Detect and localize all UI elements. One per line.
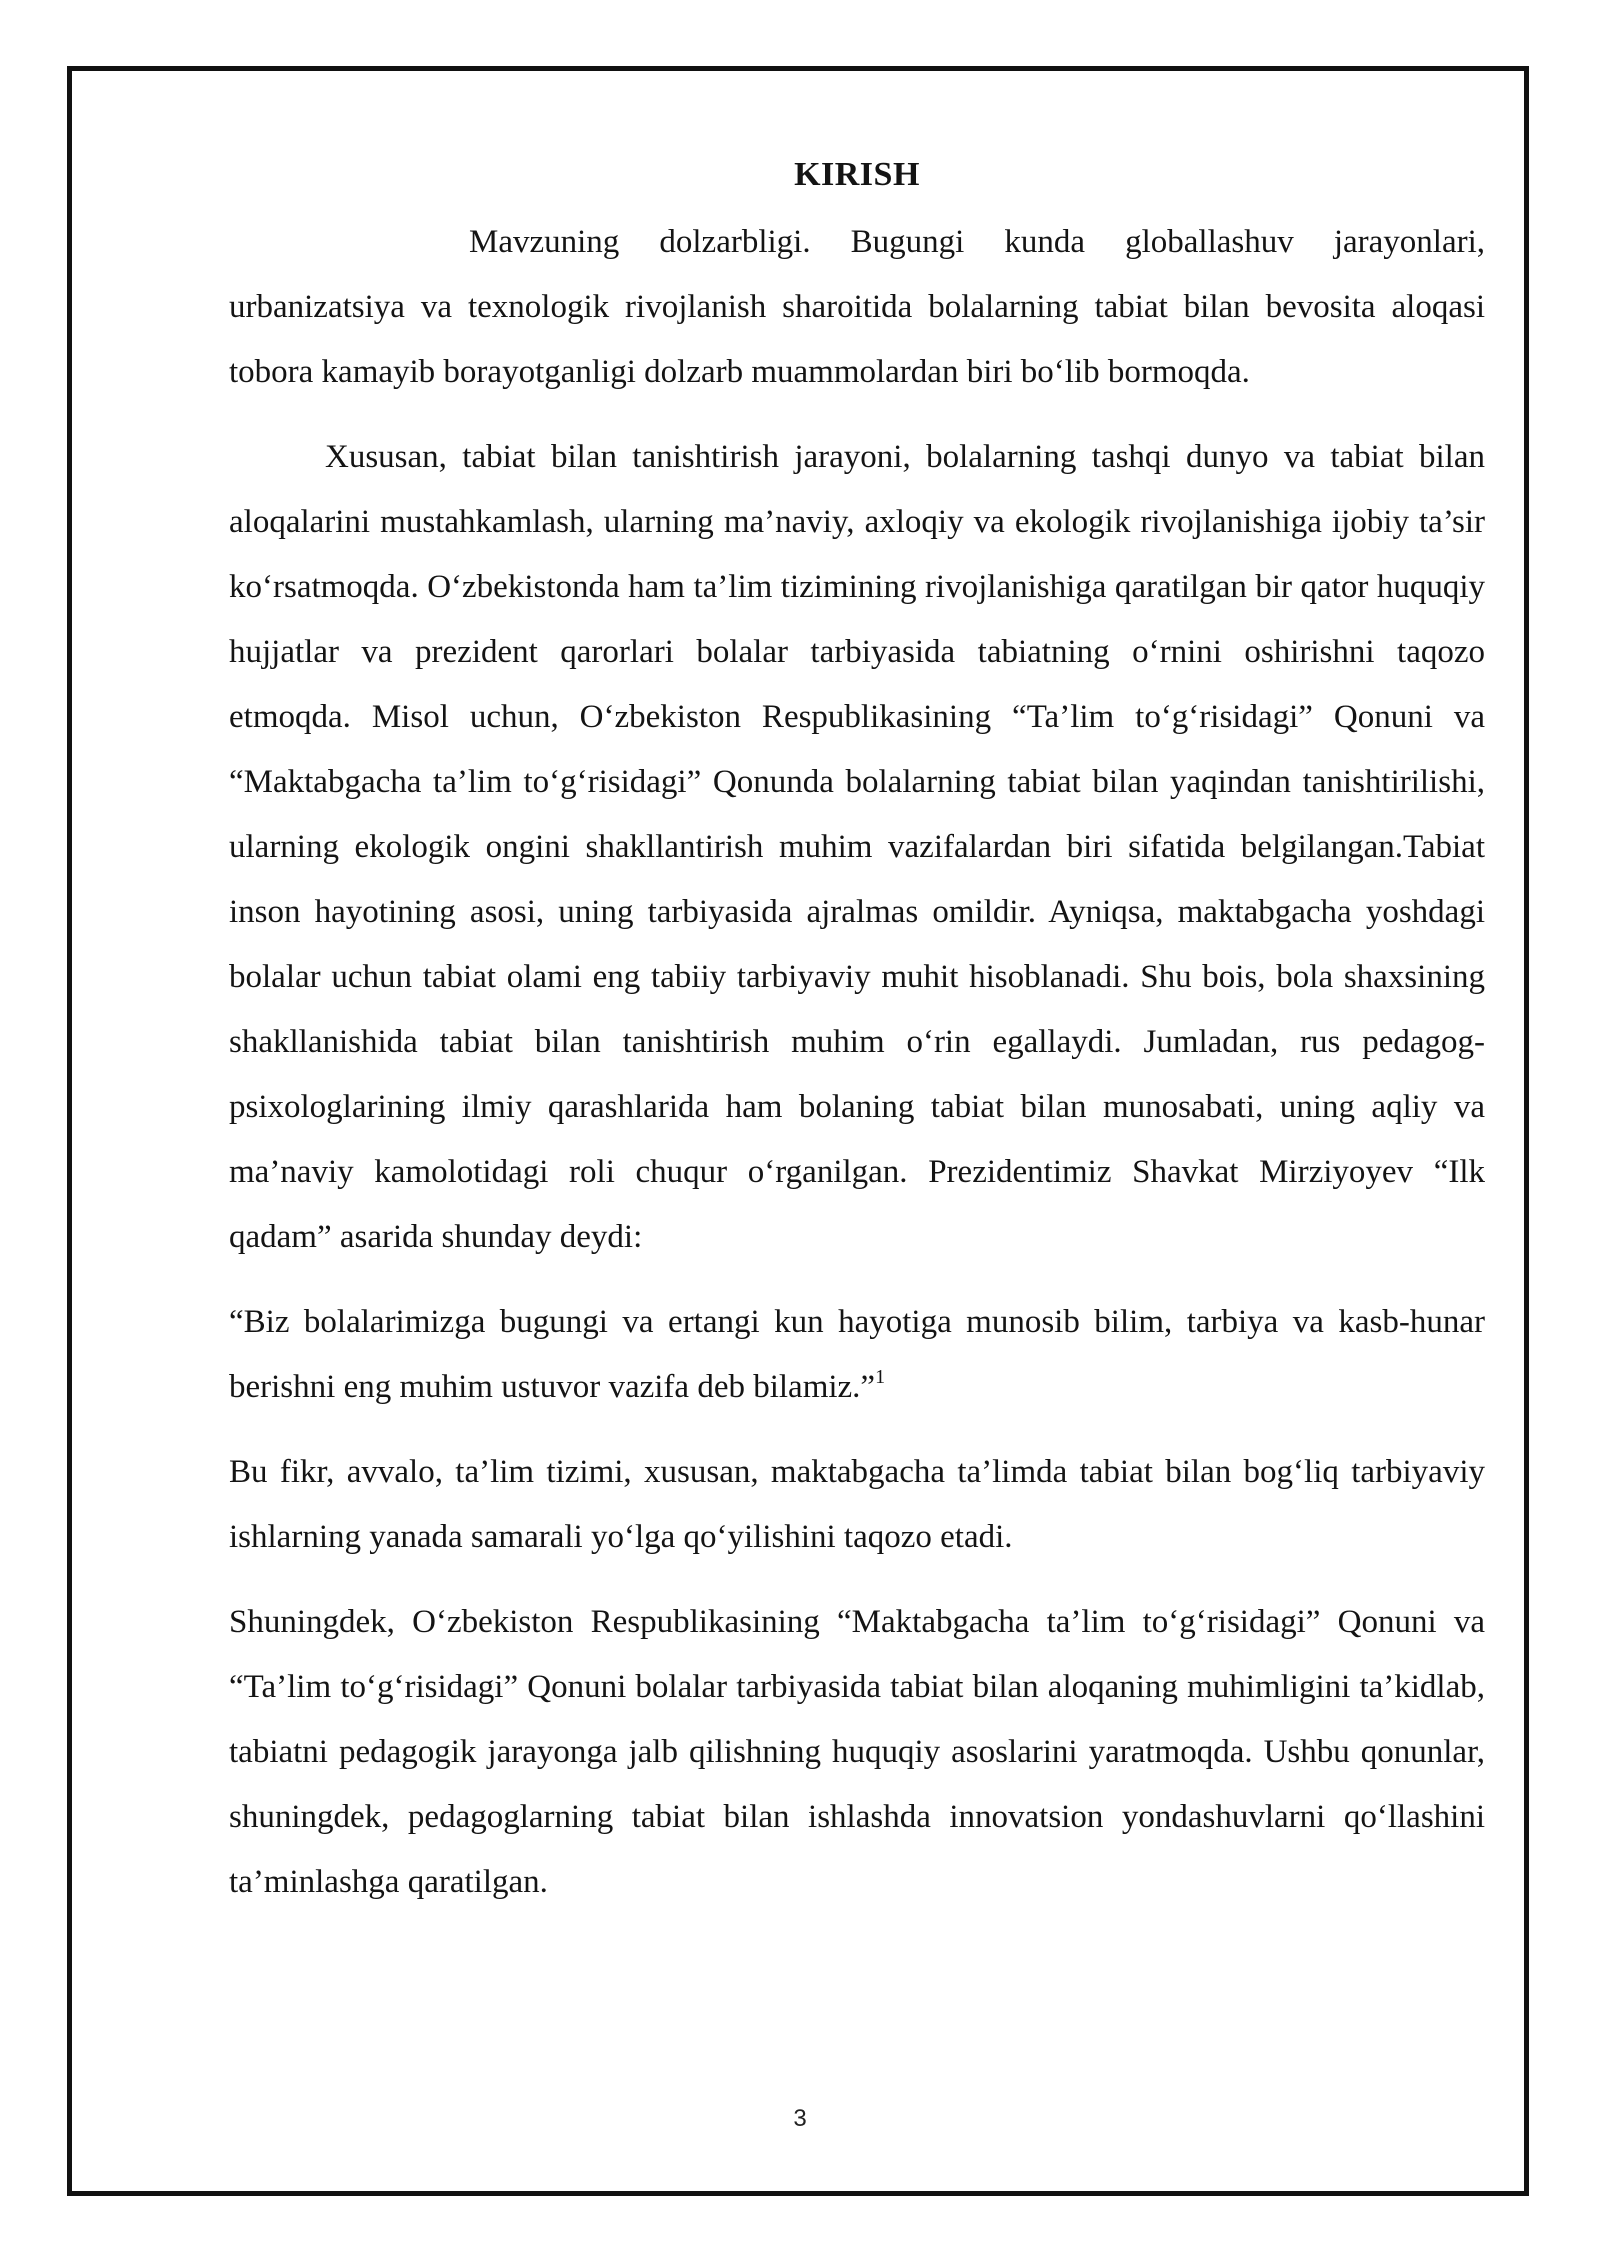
quote-text: “Biz bolalarimizga bugungi va ertangi kun hayotiga munosib bilim, tarbiya va kasb-hunar berishni eng muhim ustuvor vazifa deb bilamiz.” <box>229 1304 1485 1405</box>
paragraph-laws: Shuningdek, O‘zbekiston Respublikasining “Maktabgacha ta’lim to‘g‘risidagi” Qonuni va “Ta’lim to‘g‘risidagi” Qonuni bolalar tarbiyasida tabiat bilan aloqaning muhimligini ta’kidlab, tabiatni pedagogik jarayonga jalb qilishning huquqiy asoslarini yaratmoqda. Ushbu qonunlar, shuningdek, pedagoglarning tabiat bilan ishlashda innovatsion yondashuvlarni qo‘llashini ta’minlashga qaratilgan. <box>229 1604 1485 1900</box>
quote-paragraph <box>229 1290 1485 1420</box>
footnote-marker[interactable]: 1 <box>875 1366 886 1388</box>
paragraph-commentary: Bu fikr, avvalo, ta’lim tizimi, xususan, maktabgacha ta’limda tabiat bilan bog‘liq tarbiyaviy ishlarning yanada samarali yo‘lga qo‘yilishini taqozo etadi. <box>229 1454 1485 1555</box>
paragraph-relevance: Mavzuning dolzarbligi. Bugungi kunda globallashuv jarayonlari, urbanizatsiya va texnologik rivojlanish sharoitida bolalarning tabiat bilan bevosita aloqasi tobora kamayib borayotganligi dolzarb muammolardan biri bo‘lib bormoqda. <box>229 224 1485 390</box>
page-number: 3 <box>793 2105 807 2132</box>
page-content <box>229 150 1485 1935</box>
paragraph-nature-education: Xususan, tabiat bilan tanishtirish jarayoni, bolalarning tashqi dunyo va tabiat bilan aloqalarini mustahkamlash, ularning ma’naviy, axloqiy va ekologik rivojlanishiga ijobiy ta’sir ko‘rsatmoqda. O‘zbekistonda ham ta’lim tizimining rivojlanishiga qaratilgan bir qator huquqiy hujjatlar va prezident qarorlari bolalar tarbiyasida tabiatning o‘rnini oshirishni taqozo etmoqda. Misol uchun, O‘zbekiston Respublikasining “Ta’lim to‘g‘risidagi” Qonuni va “Maktabgacha ta’lim to‘g‘risidagi” Qonunda bolalarning tabiat bilan yaqindan tanishtirilishi, ularning ekologik ongini shakllantirish muhim vazifalardan biri sifatida belgilangan.Tabiat inson hayotining asosi, uning tarbiyasida ajralmas omildir. Ayniqsa, maktabgacha yoshdagi bolalar uchun tabiat olami eng tabiiy tarbiyaviy muhit hisoblanadi. Shu bois, bola shaxsining shakllanishida tabiat bilan tanishtirish muhim o‘rin egallaydi. Jumladan, rus pedagog-psixologlarining ilmiy qarashlarida ham bolaning tabiat bilan munosabati, uning aqliy va ma’naviy kamolotidagi roli chuqur o‘rganilgan. Prezidentimiz Shavkat Mirziyoyev “Ilk qadam” asarida shunday deydi: <box>229 439 1485 1255</box>
section-heading: KIRISH <box>794 156 920 193</box>
